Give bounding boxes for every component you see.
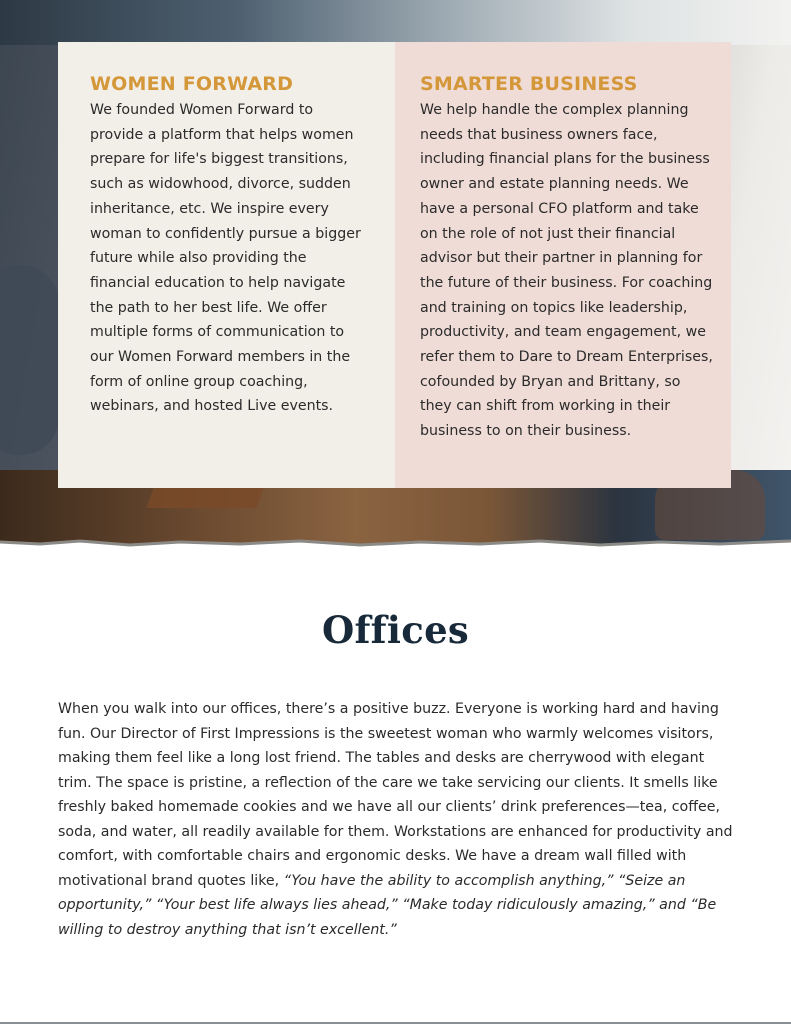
women-forward-card	[58, 42, 395, 488]
women-forward-body: We founded Women Forward to provide a platform that helps women prepare for life's biggest transitions, such as widowhood, divorce, sudden inheritance, etc. We inspire every woman to confidently pursue a bigger future while also providing the financial education to help navigate the path to her best life. We offer multiple forms of communication to our Women Forward members in the form of online group coaching, webinars, and hosted Live events.	[90, 102, 361, 415]
women-forward-heading: WOMEN FORWARD	[90, 73, 294, 95]
offices-body-text: When you walk into our offices, there’s a positive buzz. Everyone is working hard and having fun. Our Director of First Impressions is the sweetest woman who warmly welcomes visitors, making them feel like a long lost friend. The tables and desks are cherrywood with elegant trim. The space is pristine, a reflection of the care we take servicing our clients. It smells like freshly baked homemade cookies and we have all our clients’ drink preferences—tea, coffee, soda, and water, all readily available for them. Workstations are enhanced for productivity and comfort, with comfortable chairs and ergonomic desks. We have a dream wall filled with motivational brand quotes like,	[58, 701, 733, 889]
offices-title: Offices	[321, 608, 470, 652]
photo-window-background	[0, 0, 791, 45]
smarter-business-body: We help handle the complex planning needs that business owners face, including financial plans for the business owner and estate planning needs. We have a personal CFO platform and take on the role of not just their financial advisor but their partner in planning for the future of their business. For coaching and training on topics like leadership, productivity, and team engagement, we refer them to Dare to Dream Enterprises, cofounded by Bryan and Brittany, so they can shift from working in their business to on their business.	[420, 102, 713, 440]
offices-body	[58, 697, 738, 942]
photo-person-sleeve	[0, 265, 60, 455]
photo-notebook	[146, 488, 263, 508]
smarter-business-heading: SMARTER BUSINESS	[420, 73, 638, 95]
offices-quotes: “You have the ability to accomplish anything,” “Seize an opportunity,” “Your best life always lies ahead,” “Make today ridiculously amazing,” and “Be willing to destroy anything that isn’t excellent.”	[58, 872, 717, 938]
smarter-business-card	[395, 42, 731, 488]
torn-edge-divider	[0, 538, 791, 552]
